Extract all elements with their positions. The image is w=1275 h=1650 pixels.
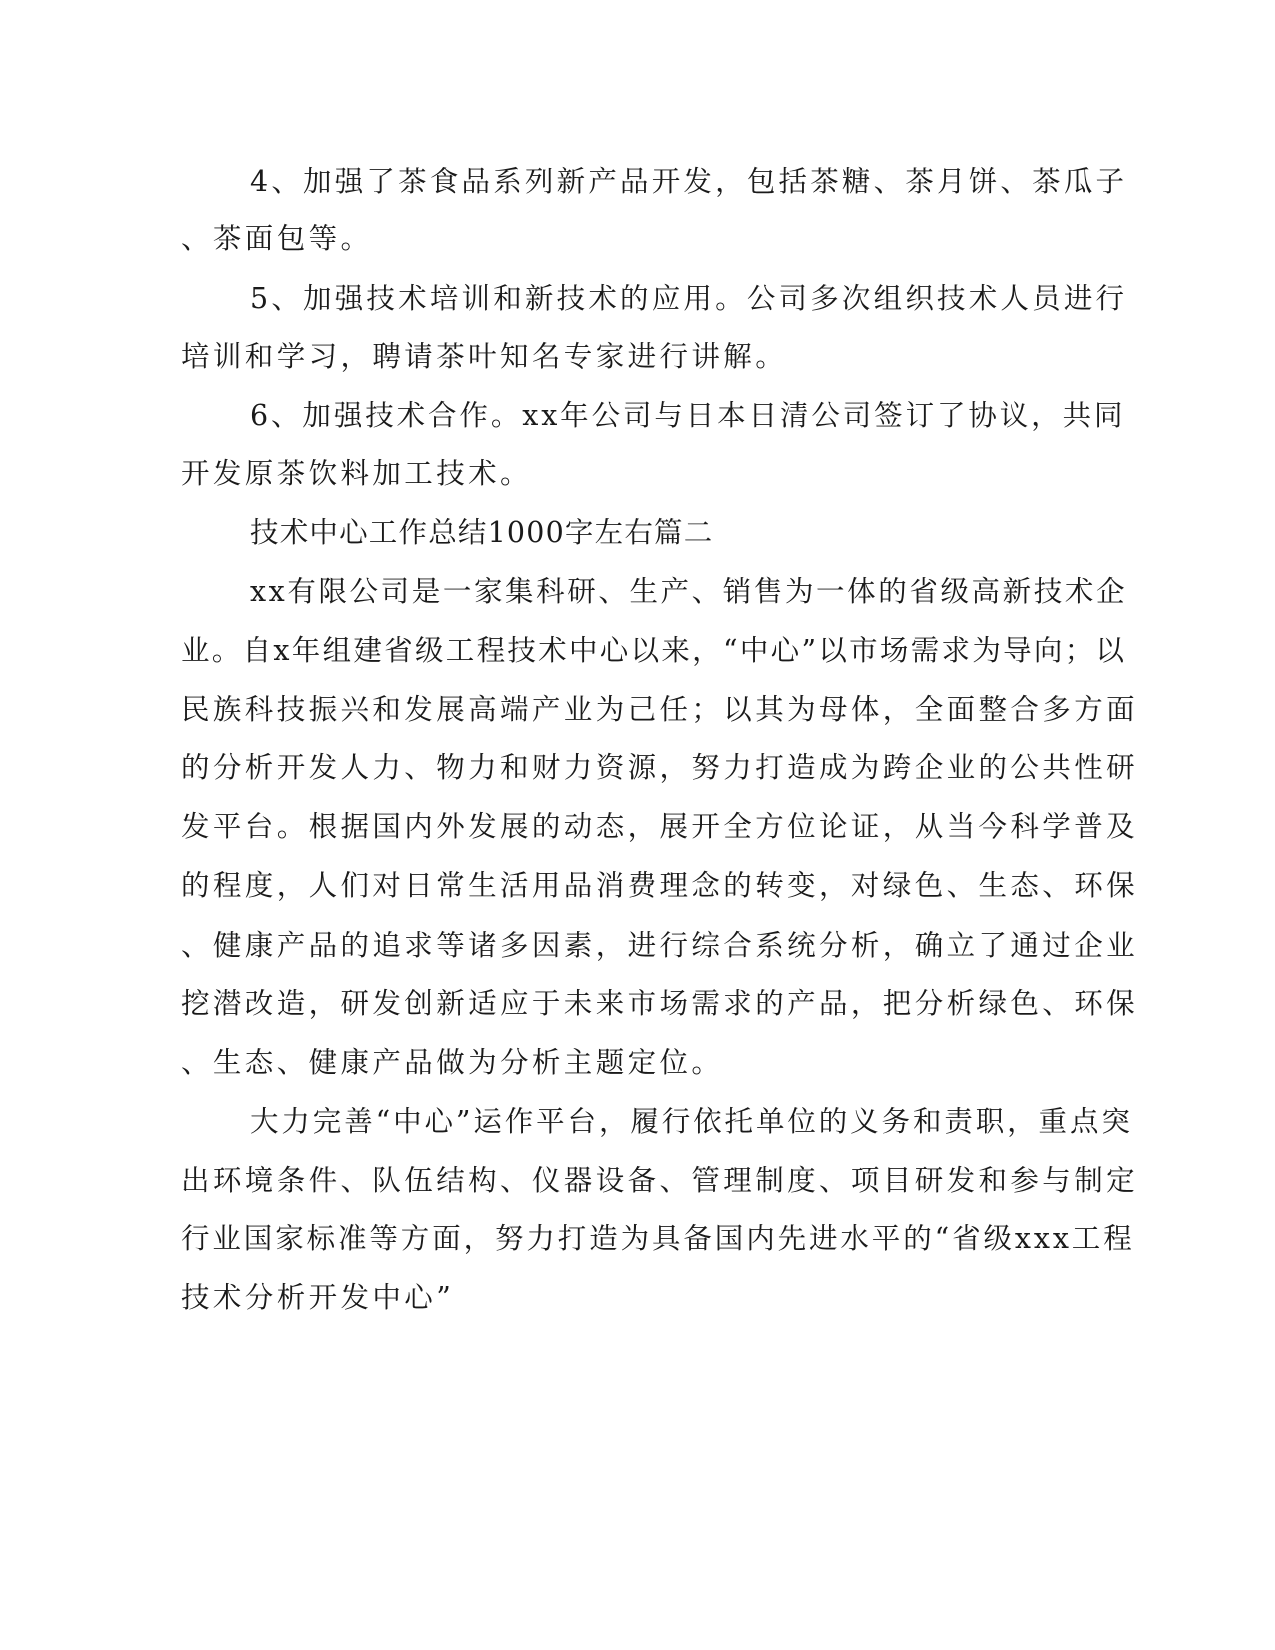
paragraph-intro-line-8: 挖潜改造，研发创新适应于未来市场需求的产品，把分析绿色、环保 bbox=[181, 987, 1139, 1020]
paragraph-intro-line-6: 的程度，人们对日常生活用品消费理念的转变，对绿色、生态、环保 bbox=[181, 869, 1139, 902]
paragraph-item-5-line-1: 5、加强技术培训和新技术的应用。公司多次组织技术人员进行 bbox=[250, 282, 1128, 315]
paragraph-item-5-line-2: 培训和学习，聘请茶叶知名专家进行讲解。 bbox=[181, 340, 788, 373]
paragraph-platform-line-2: 出环境条件、队伍结构、仪器设备、管理制度、项目研发和参与制定 bbox=[181, 1164, 1139, 1197]
section-heading: 技术中心工作总结1000字左右篇二 bbox=[250, 516, 714, 549]
paragraph-item-4-line-2: 、茶面包等。 bbox=[181, 222, 373, 255]
paragraph-item-6-line-2: 开发原茶饮料加工技术。 bbox=[181, 457, 532, 490]
paragraph-intro-line-9: 、生态、健康产品做为分析主题定位。 bbox=[181, 1046, 724, 1079]
paragraph-intro-line-4: 的分析开发人力、物力和财力资源，努力打造成为跨企业的公共性研 bbox=[181, 751, 1139, 784]
paragraph-intro-line-1: xx有限公司是一家集科研、生产、销售为一体的省级高新技术企 bbox=[250, 575, 1128, 608]
paragraph-item-6-line-1: 6、加强技术合作。xx年公司与日本日清公司签订了协议，共同 bbox=[250, 399, 1126, 432]
paragraph-platform-line-3: 行业国家标准等方面，努力打造为具备国内先进水平的“省级xxx工程 bbox=[181, 1222, 1135, 1255]
paragraph-item-4-line-1: 4、加强了茶食品系列新产品开发，包括茶糖、茶月饼、茶瓜子 bbox=[250, 165, 1128, 198]
paragraph-intro-line-7: 、健康产品的追求等诸多因素，进行综合系统分析，确立了通过企业 bbox=[181, 929, 1139, 962]
paragraph-intro-line-3: 民族科技振兴和发展高端产业为己任；以其为母体，全面整合多方面 bbox=[181, 693, 1139, 726]
paragraph-intro-line-5: 发平台。根据国内外发展的动态，展开全方位论证，从当今科学普及 bbox=[181, 810, 1139, 843]
paragraph-platform-line-1: 大力完善“中心”运作平台，履行依托单位的义务和责职，重点突 bbox=[250, 1105, 1133, 1138]
paragraph-platform-line-4: 技术分析开发中心” bbox=[181, 1281, 455, 1314]
paragraph-intro-line-2: 业。自x年组建省级工程技术中心以来，“中心”以市场需求为导向；以 bbox=[181, 634, 1127, 667]
